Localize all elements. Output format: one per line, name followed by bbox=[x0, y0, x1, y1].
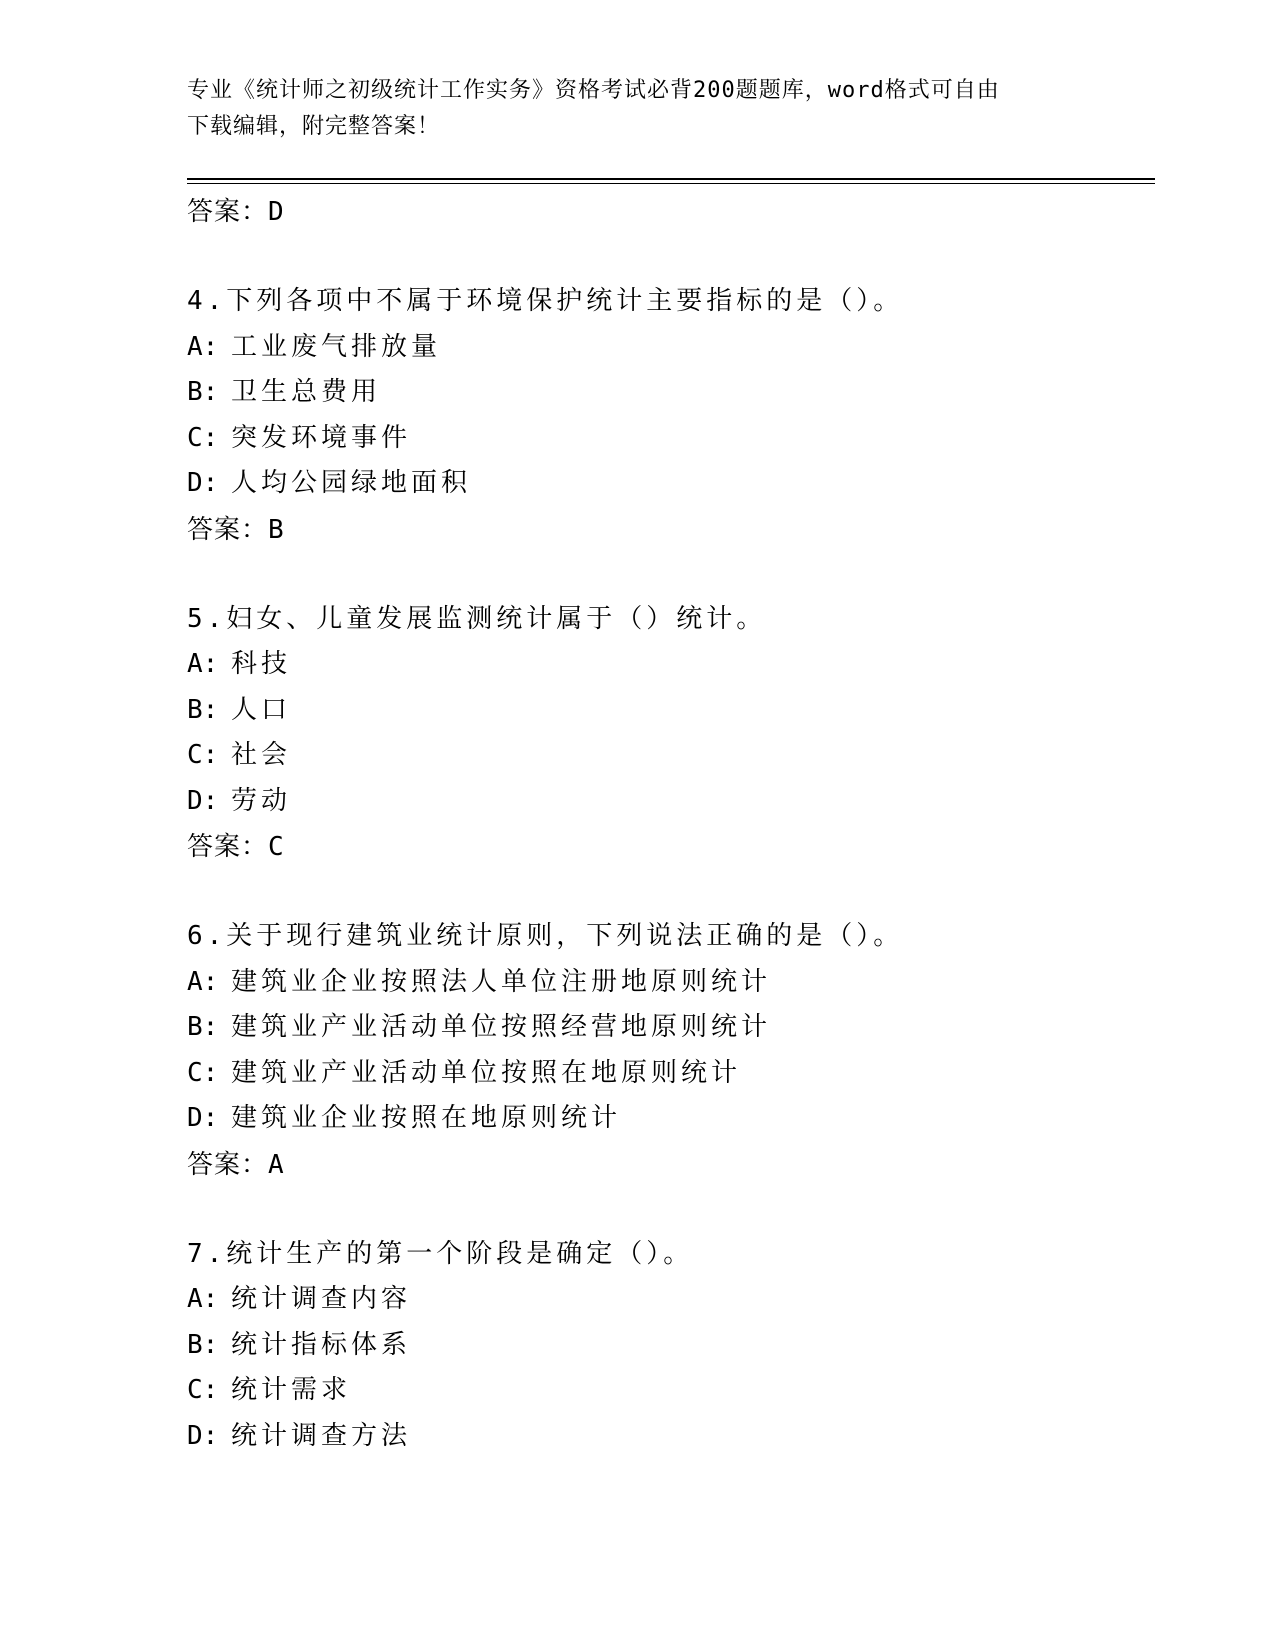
option-d bbox=[187, 1096, 1155, 1142]
header-line-1: 专业《统计师之初级统计工作实务》资格考试必背200题题库，word格式可自由 bbox=[187, 78, 1000, 103]
option-text: 建筑业企业按照法人单位注册地原则统计 bbox=[231, 966, 772, 997]
question-list bbox=[187, 189, 1155, 1459]
question-stem: 5.妇女、儿童发展监测统计属于（）统计。 bbox=[187, 603, 767, 634]
page-header bbox=[187, 73, 1067, 145]
option-key: C: bbox=[187, 1375, 219, 1405]
option-b bbox=[187, 1323, 1155, 1369]
option-key: D: bbox=[187, 785, 219, 816]
option-text: 建筑业企业按照在地原则统计 bbox=[231, 1103, 622, 1133]
option-text: 突发环境事件 bbox=[231, 422, 412, 453]
option-c bbox=[187, 416, 1155, 462]
option-text: 工业废气排放量 bbox=[231, 331, 442, 362]
option-d bbox=[187, 779, 1155, 825]
option-key: A: bbox=[187, 966, 219, 997]
answer-line: 答案：B bbox=[187, 514, 285, 545]
option-text: 建筑业产业活动单位按照经营地原则统计 bbox=[231, 1012, 772, 1042]
option-a bbox=[187, 960, 1155, 1006]
option-b bbox=[187, 688, 1155, 734]
question-block bbox=[187, 597, 1155, 871]
option-b bbox=[187, 1005, 1155, 1051]
question-block bbox=[187, 279, 1155, 553]
option-b bbox=[187, 370, 1155, 416]
option-a bbox=[187, 642, 1155, 688]
option-text: 社会 bbox=[231, 740, 292, 770]
option-text: 人均公园绿地面积 bbox=[231, 468, 472, 498]
option-key: B: bbox=[187, 1012, 219, 1042]
option-a bbox=[187, 1277, 1155, 1323]
option-text: 卫生总费用 bbox=[231, 377, 382, 407]
option-key: A: bbox=[187, 331, 219, 362]
option-key: A: bbox=[187, 649, 219, 679]
header-rule-thick bbox=[187, 178, 1155, 180]
option-key: C: bbox=[187, 740, 219, 770]
option-c bbox=[187, 1051, 1155, 1097]
question-block bbox=[187, 1232, 1155, 1460]
answer-line: 答案：D bbox=[187, 197, 285, 227]
answer-line: 答案：A bbox=[187, 1149, 285, 1180]
option-key: A: bbox=[187, 1284, 219, 1314]
option-key: D: bbox=[187, 1420, 219, 1451]
option-text: 统计调查内容 bbox=[231, 1284, 412, 1314]
question-stem: 4.下列各项中不属于环境保护统计主要指标的是（）。 bbox=[187, 286, 904, 316]
question-stem: 6.关于现行建筑业统计原则，下列说法正确的是（）。 bbox=[187, 921, 904, 951]
option-text: 科技 bbox=[231, 649, 292, 679]
option-key: D: bbox=[187, 1103, 219, 1133]
option-text: 劳动 bbox=[231, 785, 292, 816]
question-stem: 7.统计生产的第一个阶段是确定（）。 bbox=[187, 1238, 694, 1269]
option-text: 人口 bbox=[231, 694, 292, 725]
option-text: 统计需求 bbox=[231, 1375, 352, 1405]
option-c bbox=[187, 733, 1155, 779]
option-key: B: bbox=[187, 377, 219, 407]
option-d bbox=[187, 461, 1155, 507]
header-rule-thin bbox=[187, 183, 1155, 184]
answer-line: 答案：C bbox=[187, 832, 285, 862]
option-key: C: bbox=[187, 1057, 219, 1088]
header-line-2: 下载编辑，附完整答案！ bbox=[187, 114, 441, 139]
option-text: 统计调查方法 bbox=[231, 1420, 412, 1451]
option-key: C: bbox=[187, 422, 219, 453]
option-text: 建筑业产业活动单位按照在地原则统计 bbox=[231, 1057, 742, 1088]
option-key: B: bbox=[187, 694, 219, 725]
option-a bbox=[187, 325, 1155, 371]
option-d bbox=[187, 1414, 1155, 1460]
question-block bbox=[187, 914, 1155, 1188]
option-key: D: bbox=[187, 468, 219, 498]
option-c bbox=[187, 1368, 1155, 1414]
option-text: 统计指标体系 bbox=[231, 1329, 412, 1360]
option-key: B: bbox=[187, 1329, 219, 1360]
